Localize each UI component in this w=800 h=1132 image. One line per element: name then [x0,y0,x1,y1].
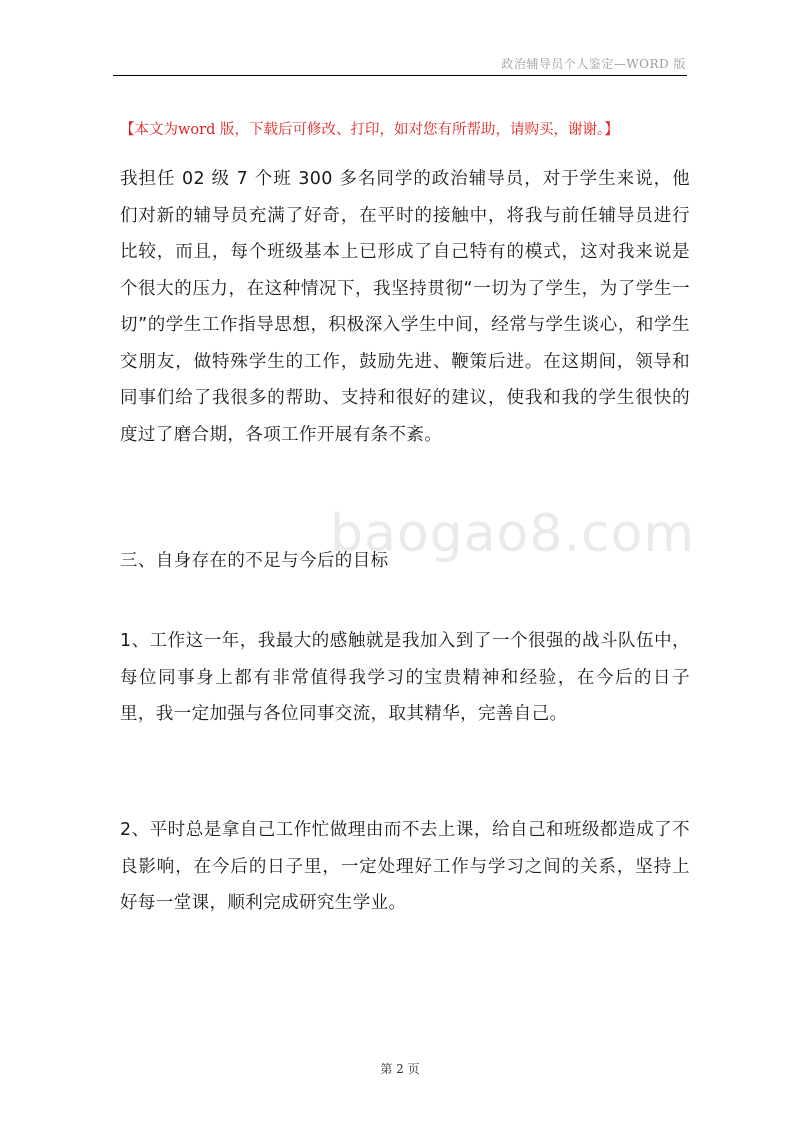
running-header-title: 政治辅导员个人鉴定—WORD 版 [501,57,686,71]
section-heading: 三、自身存在的不足与今后的目标 [120,551,389,571]
page-number: 第 2 页 [380,1062,420,1076]
body-paragraph-2: 1、工作这一年，我最大的感触就是我加入到了一个很强的战斗队伍中，每位同事身上都有非常值得我学习的宝贵精神和经验，在今后的日子里，我一定加强与各位同事交流，取其精华，完善自己。 [120,631,690,724]
header-divider [113,75,687,76]
body-paragraph-1: 我担任 02 级 7 个班 300 多名同学的政治辅导员，对于学生来说，他们对新的辅导员充满了好奇，在平时的接触中，将我与前任辅导员进行比较，而且，每个班级基本上已形成了自己特有的模式，这对我来说是个很大的压力，在这种情况下，我坚持贯彻“一切为了学生，为了学生一切”的学生工作指导思想，积极深入学生中间，经常与学生谈心，和学生交朋友，做特殊学生的工作，鼓励先进、鞭策后进。在这期间，领导和同事们给了我很多的帮助、支持和很好的建议，使我和我的学生很快的度过了磨合期，各项工作开展有条不紊。 [120,169,690,445]
download-notice: 【本文为word 版，下载后可修改、打印，如对您有所帮助，请购买，谢谢。】 [120,122,619,138]
body-paragraph-3: 2、平时总是拿自己工作忙做理由而不去上课，给自己和班级都造成了不良影响，在今后的日子里，一定处理好工作与学习之间的关系，坚持上好每一堂课，顺利完成研究生学业。 [120,820,690,913]
watermark: baogao8.com [330,504,696,564]
